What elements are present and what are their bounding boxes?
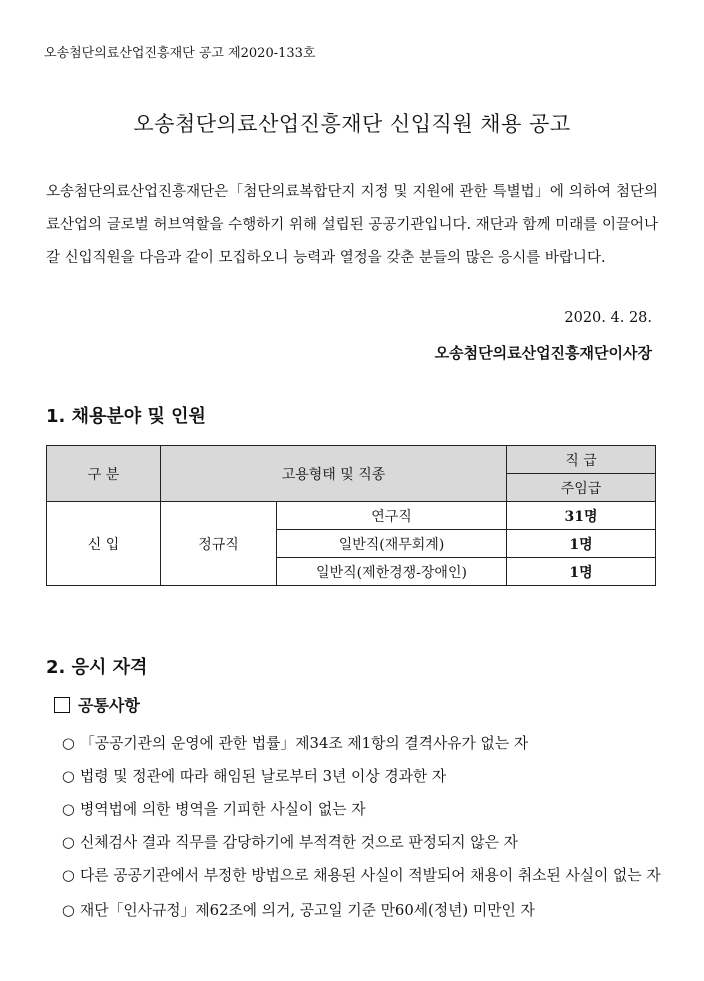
intro-paragraph: 오송첨단의료산업진흥재단은「첨단의료복합단지 지정 및 지원에 관한 특별법」에 의하여 첨단의료산업의 글로벌 허브역할을 수행하기 위해 설립된 공공기관입니다. 재단과 함께 미래를 이끌어나갈 신입직원을 다음과 같이 모집하오니 능력과 열정을 갖춘 분들의 많은 응시를 바랍니다. bbox=[46, 184, 658, 266]
list-item-text: 다른 공공기관에서 부정한 방법으로 채용된 사실이 적발되어 채용이 취소된 사실이 없는 자 bbox=[80, 867, 661, 884]
list-item bbox=[62, 763, 662, 790]
recruitment-table bbox=[46, 445, 656, 586]
page-title: 오송첨단의료산업진흥재단 신입직원 채용 공고 bbox=[133, 112, 571, 136]
circle-bullet-icon: ○ bbox=[62, 834, 75, 851]
list-item bbox=[62, 829, 662, 856]
cell-count: 1명 bbox=[507, 558, 656, 586]
header-employment: 고용형태 및 직종 bbox=[161, 446, 507, 502]
list-item-text: 「공공기관의 운영에 관한 법률」제34조 제1항의 결격사유가 없는 자 bbox=[80, 735, 529, 752]
cell-job: 연구직 bbox=[277, 502, 507, 530]
list-item bbox=[62, 796, 662, 823]
section-heading-recruitment: 1. 채용분야 및 인원 bbox=[46, 406, 206, 427]
header-category: 구 분 bbox=[47, 446, 161, 502]
table-header-row bbox=[47, 446, 656, 474]
circle-bullet-icon: ○ bbox=[62, 902, 75, 919]
section-heading-qualifications: 2. 응시 자격 bbox=[46, 657, 148, 678]
cell-employment: 정규직 bbox=[161, 502, 277, 586]
qualification-list bbox=[62, 730, 662, 930]
cell-count: 1명 bbox=[507, 530, 656, 558]
table-row bbox=[47, 502, 656, 530]
circle-bullet-icon: ○ bbox=[62, 867, 75, 884]
circle-bullet-icon: ○ bbox=[62, 801, 75, 818]
cell-job: 일반직(재무회계) bbox=[277, 530, 507, 558]
header-grade: 직 급 bbox=[507, 446, 656, 474]
list-item-text: 재단「인사규정」제62조에 의거, 공고일 기준 만60세(정년) 미만인 자 bbox=[80, 902, 535, 919]
signer: 오송첨단의료산업진흥재단이사장 bbox=[434, 344, 652, 362]
circle-bullet-icon: ○ bbox=[62, 735, 75, 752]
checkbox-square-icon bbox=[54, 697, 70, 713]
header-grade-sub: 주임급 bbox=[507, 474, 656, 502]
list-item bbox=[62, 730, 662, 757]
subheading-label: 공통사항 bbox=[78, 696, 140, 715]
circle-bullet-icon: ○ bbox=[62, 768, 75, 785]
list-item-text: 신체검사 결과 직무를 감당하기에 부적격한 것으로 판정되지 않은 자 bbox=[80, 834, 518, 851]
list-item-text: 병역법에 의한 병역을 기피한 사실이 없는 자 bbox=[80, 801, 366, 818]
subheading-common bbox=[54, 693, 140, 716]
cell-job: 일반직(제한경쟁-장애인) bbox=[277, 558, 507, 586]
list-item bbox=[62, 897, 662, 924]
list-item-text: 법령 및 정관에 따라 해임된 날로부터 3년 이상 경과한 자 bbox=[80, 768, 447, 785]
cell-category: 신 입 bbox=[47, 502, 161, 586]
cell-count: 31명 bbox=[507, 502, 656, 530]
announcement-date: 2020. 4. 28. bbox=[564, 310, 652, 326]
document-number: 오송첨단의료산업진흥재단 공고 제2020-133호 bbox=[44, 46, 316, 61]
list-item bbox=[62, 862, 662, 889]
